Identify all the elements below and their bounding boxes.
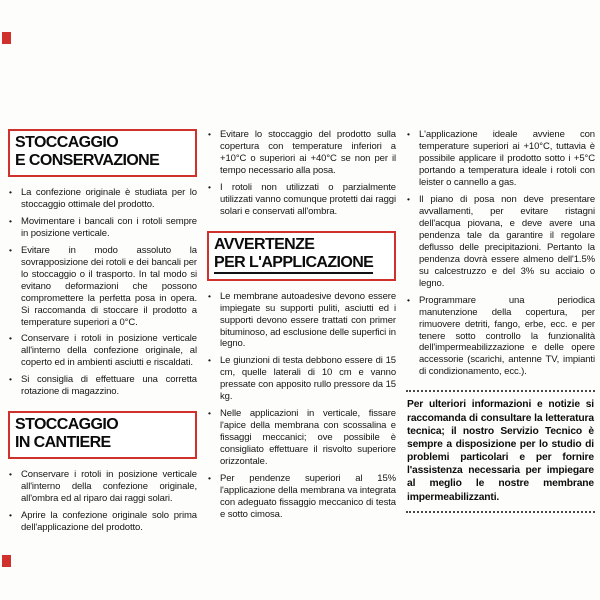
bullet-item — [8, 510, 197, 534]
text-columns — [8, 129, 595, 539]
bullet-icon: • — [208, 129, 211, 139]
bullet-text: Evitare in modo assoluto la sovrapposizione dei rotoli e dei bancali per lo stoccaggio o il trasporto. In tal modo si evitano deformazioni che possono compromettere la perfetta posa in opera. Si raccomanda di stoccare il prodotto a temperature superiori a 0°C. — [21, 244, 197, 328]
bullet-text: Le giunzioni di testa debbono essere di 15 cm, quelle laterali di 10 cm e vanno pressate con apposito rullo pressore da 15 kg. — [220, 355, 396, 403]
bullet-item — [8, 245, 197, 329]
bullet-text: Le membrane autoadesive devono essere impiegate su supporti puliti, asciutti ed i supporti devono essere trattati con primer bituminoso, ad esclusione delle superfici in legno. — [220, 290, 396, 350]
bullet-icon: • — [208, 181, 211, 192]
bullet-icon: • — [407, 129, 410, 139]
bullet-item — [207, 182, 396, 218]
bullet-icon: • — [9, 244, 12, 255]
column-2 — [207, 129, 396, 526]
bullet-text: Nelle applicazioni in verticale, fissare l'apice della membrana con scossalina e fissaggi meccanici; ove possibile è consigliato effettuare il risvolto superiore orizzontale. — [220, 408, 396, 468]
bullet-item — [406, 194, 595, 290]
section-heading-line: STOCCAGGIO — [15, 134, 119, 151]
bullet-icon: • — [9, 186, 12, 197]
bullet-list — [8, 187, 197, 399]
bullet-text: Si consiglia di effettuare una corretta rotazione di magazzino. — [21, 374, 197, 398]
bullet-icon: • — [407, 294, 410, 305]
bullet-text: Il piano di posa non deve presentare avvallamenti, per evitare ristagni dell'acqua piovana, e deve avere una pendenza tale da garantire il regolare deflusso delle precipitazioni. Pertanto la pendenza dovrà essere almeno dell'1.5% su calcestruzzo e del 3% su acciaio o legno. — [419, 193, 595, 289]
bullet-icon: • — [407, 193, 410, 204]
bullet-item — [207, 291, 396, 351]
bullet-icon: • — [9, 215, 12, 226]
bullet-item — [8, 469, 197, 505]
bullet-icon: • — [9, 374, 12, 385]
column-3 — [406, 129, 595, 513]
bullet-text: Movimentare i bancali con i rotoli sempre in posizione verticale. — [21, 215, 197, 239]
section-heading-line — [214, 254, 389, 274]
bullet-item — [8, 374, 197, 398]
section-heading — [8, 129, 197, 177]
technical-support-note: Per ulteriori informazioni e notizie si raccomanda di consultare la letteratura tecnica; il nostro Servizio Tecnico è sempre a disposizione per lo studio di problemi particolari e per fornire l'assistenza necessaria per impiegare al meglio le nostre membrane impermeabilizzanti. — [406, 390, 595, 512]
bullet-text: Evitare lo stoccaggio del prodotto sulla copertura con temperature inferiori a +10°C o superiori ai +40°C se non per il tempo necessario alla posa. — [220, 129, 396, 176]
bullet-text: I rotoli non utilizzati o parzialmente utilizzati vanno comunque protetti dai raggi solari e conservati all'ombra. — [220, 181, 396, 217]
bullet-icon: • — [208, 355, 211, 366]
bullet-icon: • — [208, 408, 211, 419]
bullet-item — [406, 129, 595, 189]
section-heading-line: STOCCAGGIO — [15, 416, 119, 434]
bullet-item — [8, 333, 197, 369]
bullet-icon: • — [9, 510, 12, 521]
section-heading — [8, 411, 197, 459]
bullet-icon: • — [208, 290, 211, 301]
bullet-item — [8, 216, 197, 240]
bullet-icon: • — [9, 333, 12, 344]
bullet-text: La confezione originale è studiata per lo stoccaggio ottimale del prodotto. — [21, 186, 197, 210]
bullet-list — [207, 129, 396, 218]
bullet-text: Conservare i rotoli in posizione verticale all'interno della confezione originale, al coperto ed in ambienti asciutti e riscaldati. — [21, 333, 197, 369]
bullet-item — [406, 295, 595, 379]
bullet-icon: • — [208, 473, 211, 484]
bullet-text: L'applicazione ideale avviene con temperature superiori ai +10°C, tuttavia è possibile applicare il prodotto sotto i +5°C portando a temperatura ideale i rotoli con leister o cannello a gas. — [419, 129, 595, 188]
bullet-text: Aprire la confezione originale solo prima dell'applicazione del prodotto. — [21, 510, 197, 533]
section-heading-underlined-text: PER L'APPLICAZIONE — [214, 254, 373, 274]
column-1 — [8, 129, 197, 539]
red-registration-mark-top — [2, 32, 11, 44]
red-registration-mark-bottom — [2, 555, 11, 567]
bullet-icon: • — [9, 469, 12, 480]
bullet-text: Conservare i rotoli in posizione verticale all'interno della confezione originale, all'ombra ed al riparo dai raggi solari. — [21, 469, 197, 505]
section-heading — [207, 231, 396, 281]
bullet-item — [207, 129, 396, 177]
bullet-item — [207, 408, 396, 468]
bullet-list — [406, 129, 595, 378]
bullet-list — [207, 291, 396, 521]
bullet-list — [8, 469, 197, 534]
bullet-text: Per pendenze superiori al 15% l'applicazione della membrana va integrata con adeguato fissaggio meccanico di testa e sotto cimosa. — [220, 473, 396, 521]
bullet-text: Programmare una periodica manutenzione della copertura, per rimuovere detriti, fango, erbe, ecc. e per tenere sotto controllo la funzionalità dell'impermeabilizzazione e delle opere accessorie (scarichi, antenne TV, impianti di condizionamento, ecc.). — [419, 294, 595, 378]
section-heading-line: IN CANTIERE — [15, 434, 111, 452]
bullet-item — [207, 355, 396, 403]
section-heading-line: E CONSERVAZIONE — [15, 151, 160, 169]
bullet-item — [207, 473, 396, 521]
bullet-item — [8, 187, 197, 211]
section-heading-line: AVVERTENZE — [214, 235, 315, 253]
